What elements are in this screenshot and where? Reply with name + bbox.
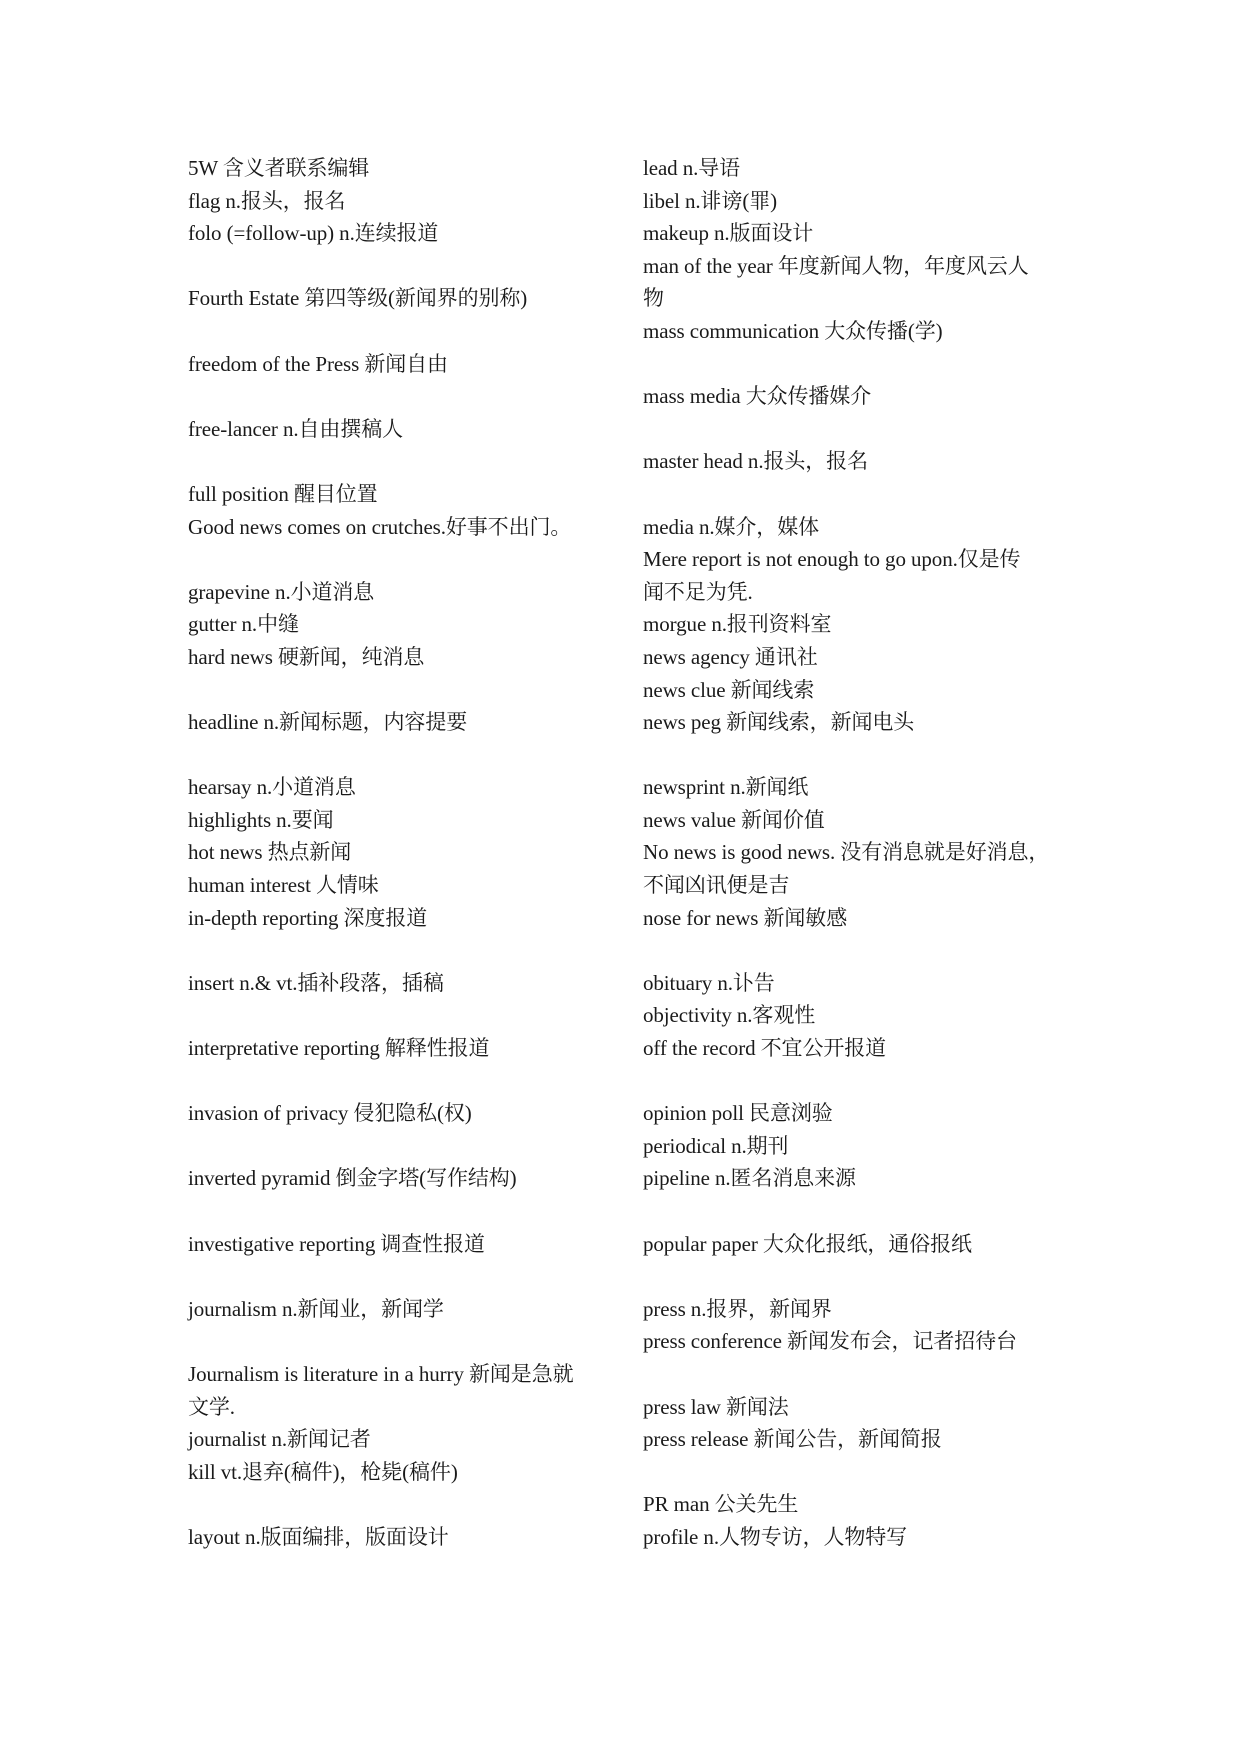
glossary-entry: Journalism is literature in a hurry 新闻是急就 [188, 1361, 574, 1386]
glossary-entry: investigative reporting 调查性报道 [188, 1231, 485, 1256]
glossary-entry: media n.媒介，媒体 [643, 514, 820, 539]
glossary-entry: nose for news 新闻敏感 [643, 905, 848, 930]
glossary-entry: insert n.& vt.插补段落，插稿 [188, 970, 444, 995]
glossary-entry: newsprint n.新闻纸 [643, 775, 809, 800]
glossary-entry: Mere report is not enough to go upon.仅是传 [643, 547, 1021, 572]
blank-line [643, 739, 1073, 772]
blank-line [643, 348, 1073, 381]
glossary-entry: profile n.人物专访，人物特写 [643, 1524, 908, 1549]
glossary-entry: makeup n.版面设计 [643, 221, 814, 246]
glossary-entry: master head n.报头，报名 [643, 449, 868, 474]
blank-line [188, 380, 608, 413]
glossary-entry: Fourth Estate 第四等级(新闻界的别称) [188, 286, 528, 311]
glossary-entry: human interest 人情味 [188, 873, 379, 898]
glossary-entry: hearsay n.小道消息 [188, 775, 356, 800]
blank-line [643, 1456, 1073, 1489]
glossary-entry: flag n.报头，报名 [188, 188, 346, 213]
blank-line [188, 739, 608, 772]
glossary-column-left [188, 152, 608, 1554]
blank-line [188, 999, 608, 1032]
glossary-entry: 不闻凶讯便是吉 [643, 873, 790, 898]
glossary-entry: free-lancer n.自由撰稿人 [188, 416, 404, 441]
glossary-entry: headline n.新闻标题，内容提要 [188, 710, 468, 735]
blank-line [643, 1065, 1073, 1098]
glossary-entry: journalist n.新闻记者 [188, 1427, 371, 1452]
glossary-entry: kill vt.退弃(稿件)，枪毙(稿件) [188, 1459, 458, 1484]
blank-line [188, 445, 608, 478]
blank-line [188, 1065, 608, 1098]
glossary-entry: periodical n.期刊 [643, 1133, 789, 1158]
blank-line [188, 1488, 608, 1521]
glossary-entry: in-depth reporting 深度报道 [188, 905, 428, 930]
blank-line [188, 1260, 608, 1293]
glossary-entry: pipeline n.匿名消息来源 [643, 1166, 856, 1191]
glossary-entry: 闻不足为凭. [643, 579, 753, 604]
blank-line [188, 674, 608, 707]
glossary-entry: morgue n.报刊资料室 [643, 612, 832, 637]
glossary-entry: obituary n.讣告 [643, 970, 775, 995]
glossary-entry: No news is good news. 没有消息就是好消息， [643, 840, 1050, 865]
glossary-entry: man of the year 年度新闻人物，年度风云人 [643, 253, 1029, 278]
glossary-entry: folo (=follow-up) n.连续报道 [188, 221, 439, 246]
glossary-entry: gutter n.中缝 [188, 612, 299, 637]
glossary-entry: PR man 公关先生 [643, 1492, 799, 1517]
glossary-entry: hot news 热点新闻 [188, 840, 352, 865]
glossary-entry: news clue 新闻线索 [643, 677, 815, 702]
blank-line [188, 543, 608, 576]
glossary-entry: news peg 新闻线索，新闻电头 [643, 710, 915, 735]
glossary-entry: news value 新闻价值 [643, 807, 825, 832]
blank-line [643, 934, 1073, 967]
blank-line [188, 315, 608, 348]
blank-line [188, 1325, 608, 1358]
glossary-entry: press n.报界，新闻界 [643, 1296, 832, 1321]
glossary-entry: libel n.诽谤(罪) [643, 188, 778, 213]
glossary-entry: press release 新闻公告，新闻简报 [643, 1427, 942, 1452]
glossary-entry: inverted pyramid 倒金字塔(写作结构) [188, 1166, 517, 1191]
glossary-entry: off the record 不宜公开报道 [643, 1036, 887, 1061]
glossary-entry: layout n.版面编排，版面设计 [188, 1524, 449, 1549]
glossary-entry: news agency 通讯社 [643, 644, 818, 669]
blank-line [643, 478, 1073, 511]
blank-line [643, 1195, 1073, 1228]
glossary-entry: 5W 含义者联系编辑 [188, 156, 370, 180]
glossary-entry: objectivity n.客观性 [643, 1003, 816, 1028]
blank-line [643, 1260, 1073, 1293]
blank-line [643, 413, 1073, 446]
blank-line [188, 250, 608, 283]
glossary-entry: full position 醒目位置 [188, 481, 378, 506]
glossary-entry: invasion of privacy 侵犯隐私(权) [188, 1101, 472, 1126]
glossary-entry: highlights n.要闻 [188, 807, 334, 832]
glossary-entry: press law 新闻法 [643, 1394, 789, 1419]
glossary-entry: journalism n.新闻业，新闻学 [188, 1296, 444, 1321]
glossary-entry: 文学. [188, 1394, 235, 1419]
blank-line [643, 1358, 1073, 1391]
glossary-entry: lead n.导语 [643, 156, 741, 180]
glossary-entry: 物 [643, 286, 664, 311]
glossary-entry: Good news comes on crutches.好事不出门。 [188, 514, 572, 539]
glossary-entry: freedom of the Press 新闻自由 [188, 351, 448, 376]
blank-line [188, 1195, 608, 1228]
glossary-entry: opinion poll 民意浏验 [643, 1101, 833, 1126]
glossary-column-right [643, 152, 1073, 1554]
glossary-entry: interpretative reporting 解释性报道 [188, 1036, 490, 1061]
blank-line [188, 1130, 608, 1163]
glossary-entry: mass communication 大众传播(学) [643, 318, 943, 343]
glossary-entry: mass media 大众传播媒介 [643, 384, 872, 409]
glossary-entry: press conference 新闻发布会，记者招待台 [643, 1329, 1017, 1354]
glossary-entry: hard news 硬新闻，纯消息 [188, 644, 425, 669]
glossary-entry: popular paper 大众化报纸，通俗报纸 [643, 1231, 972, 1256]
glossary-entry: grapevine n.小道消息 [188, 579, 375, 604]
blank-line [188, 934, 608, 967]
